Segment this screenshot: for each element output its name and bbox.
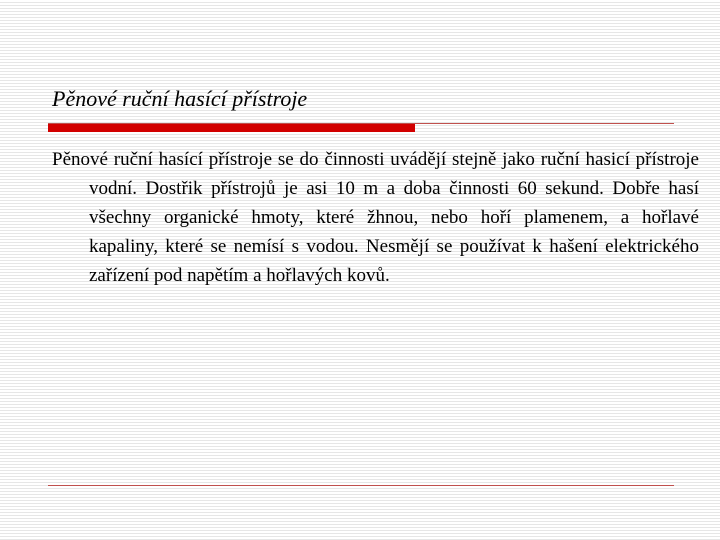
title-underline-bar — [48, 124, 415, 132]
slide-body-text: Pěnové ruční hasící přístroje se do činnosti uvádějí stejně jako ruční hasicí přístroje vodní. Dostřik přístrojů je asi 10 m a doba činnosti 60 sekund. Dobře hasí všechny organické hmoty, které žhnou, nebo hoří plamenem, a hořlavé kapaliny, které se nemísí s vodou. Nesmějí se používat k hašení elektrického zařízení pod napětím a hořlavých kovů. — [52, 149, 699, 286]
footer-rule — [48, 485, 674, 486]
slide-title: Pěnové ruční hasící přístroje — [52, 86, 308, 111]
